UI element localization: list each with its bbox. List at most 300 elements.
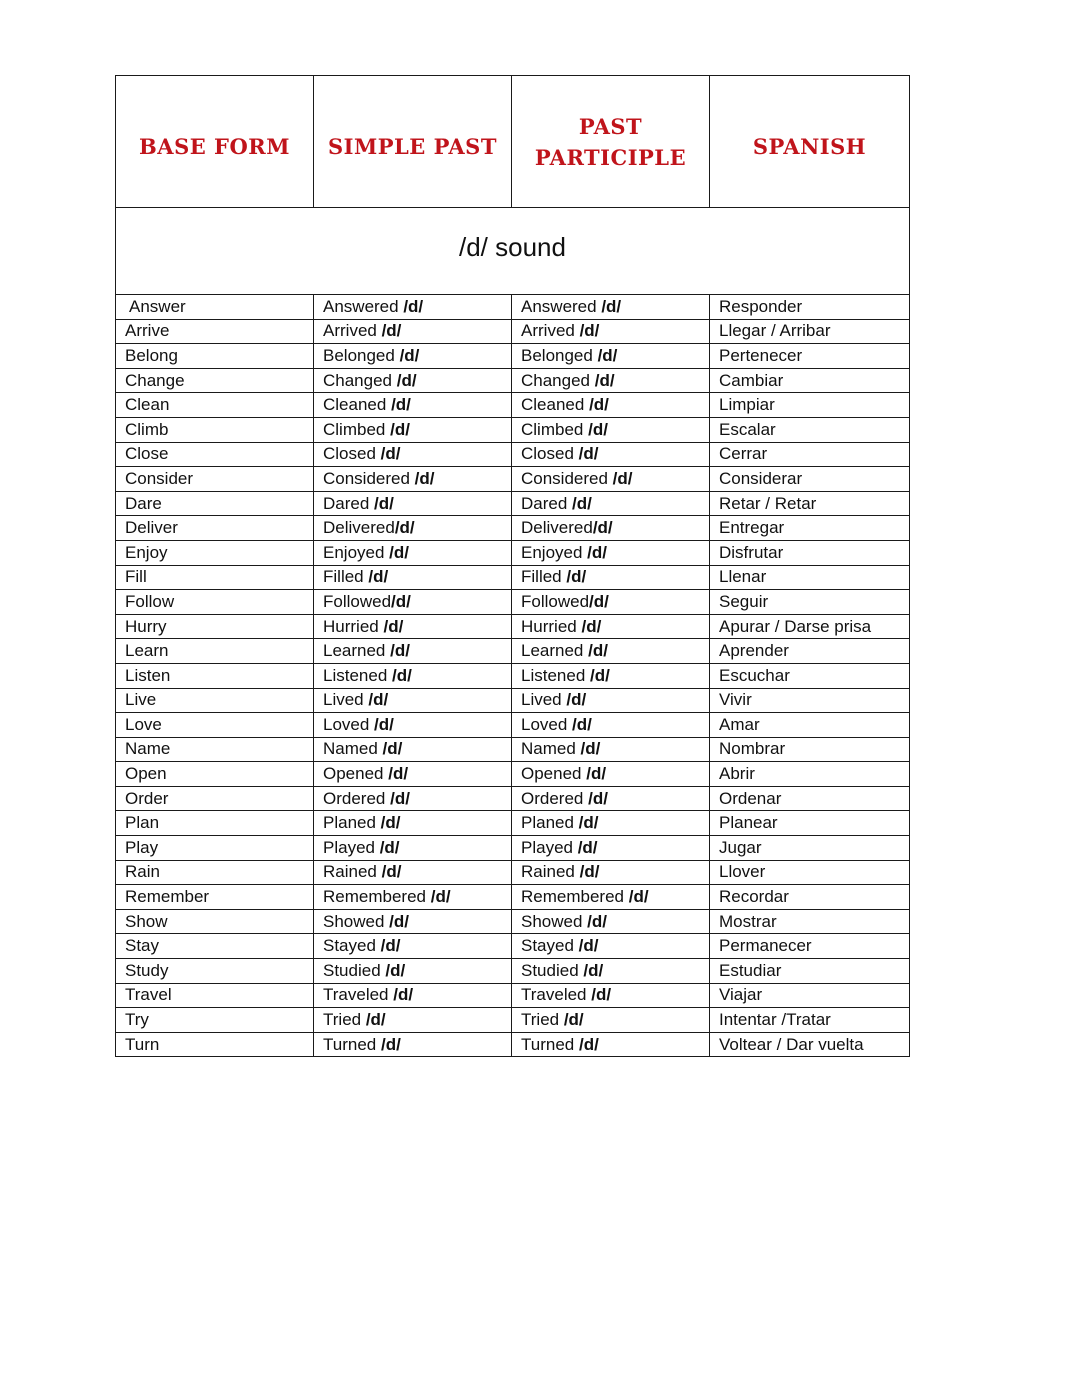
spanish-cell-text: Escuchar (719, 665, 790, 685)
past-participle-cell-text: Climbed (521, 419, 589, 439)
sound-marker: /d/ (391, 395, 411, 415)
sound-marker: /d/ (597, 345, 618, 365)
past-participle-cell (512, 393, 710, 418)
base-form-cell (116, 540, 314, 565)
simple-past-cell (314, 467, 512, 492)
past-participle-cell-text: Changed (521, 370, 595, 390)
sound-marker: /d/ (586, 764, 607, 784)
sound-marker: /d/ (382, 739, 403, 759)
table-row (116, 786, 910, 811)
sound-marker: /d/ (588, 641, 608, 661)
base-form-cell-text: Deliver (125, 518, 178, 538)
table-row (116, 688, 910, 713)
base-form-cell-text: Consider (125, 468, 194, 488)
spanish-cell (710, 786, 910, 811)
sound-marker: /d/ (383, 616, 404, 636)
sound-marker: /d/ (388, 764, 409, 784)
simple-past-cell (314, 885, 512, 910)
spanish-cell-text: Aprender (719, 641, 789, 661)
table-row (116, 983, 910, 1008)
simple-past-cell (314, 688, 512, 713)
past-participle-cell-text: Dared (521, 493, 573, 513)
past-participle-cell-text: Ordered (521, 788, 589, 808)
past-participle-cell-text: Listened (521, 665, 590, 685)
simple-past-cell-text: Planed (323, 813, 381, 833)
past-participle-cell (512, 540, 710, 565)
simple-past-cell-text: Considered (323, 468, 415, 488)
sound-marker: /d/ (601, 296, 622, 316)
base-form-cell (116, 959, 314, 984)
past-participle-cell (512, 786, 710, 811)
base-form-cell-text: Order (125, 788, 169, 808)
spanish-cell-text: Llegar / Arribar (719, 321, 831, 341)
spanish-cell (710, 639, 910, 664)
base-form-cell-text: Love (125, 714, 162, 734)
base-form-cell-text: Enjoy (125, 542, 168, 562)
past-participle-cell-text: Studied (521, 960, 584, 980)
past-participle-cell (512, 909, 710, 934)
spanish-cell (710, 663, 910, 688)
base-form-cell-text: Clean (125, 395, 170, 415)
spanish-cell (710, 614, 910, 639)
spanish-cell-text: Permanecer (719, 936, 812, 956)
simple-past-cell-text: Hurried (323, 616, 384, 636)
simple-past-cell-text: Remembered (323, 887, 431, 907)
sound-marker: /d/ (393, 985, 414, 1005)
table-row (116, 811, 910, 836)
simple-past-cell (314, 516, 512, 541)
spanish-cell (710, 836, 910, 861)
past-participle-cell-text: Hurried (521, 616, 582, 636)
past-participle-cell-text: Considered (521, 468, 613, 488)
simple-past-cell (314, 762, 512, 787)
sound-marker: /d/ (579, 321, 600, 341)
base-form-cell-text: Open (125, 764, 167, 784)
sound-marker: /d/ (578, 936, 599, 956)
past-participle-cell (512, 344, 710, 369)
base-form-cell (116, 737, 314, 762)
past-participle-cell (512, 688, 710, 713)
past-participle-cell (512, 663, 710, 688)
base-form-cell-text: Listen (125, 665, 171, 685)
table-row (116, 713, 910, 738)
sound-marker: /d/ (381, 321, 402, 341)
simple-past-cell-text: Changed (323, 370, 397, 390)
simple-past-cell (314, 540, 512, 565)
simple-past-cell-text: Belonged (323, 345, 400, 365)
past-participle-cell (512, 983, 710, 1008)
simple-past-cell-text: Played (323, 837, 380, 857)
header-row (116, 76, 910, 208)
spanish-cell-text: Jugar (719, 837, 762, 857)
base-form-cell (116, 713, 314, 738)
base-form-cell-text: Learn (125, 641, 169, 661)
sound-marker: /d/ (572, 493, 592, 513)
simple-past-cell-text: Dared (323, 493, 375, 513)
spanish-cell-text: Considerar (719, 468, 803, 488)
simple-past-cell (314, 1008, 512, 1033)
past-participle-cell (512, 860, 710, 885)
header-spanish: SPANISH (710, 76, 910, 208)
simple-past-cell-text: Arrived (323, 321, 382, 341)
spanish-cell-text: Entregar (719, 518, 785, 538)
simple-past-cell-text: Listened (323, 665, 392, 685)
simple-past-cell-text: Lived (323, 690, 369, 710)
spanish-cell (710, 885, 910, 910)
sound-marker: /d/ (587, 542, 608, 562)
table-row (116, 467, 910, 492)
past-participle-cell-text: Traveled (521, 985, 592, 1005)
base-form-cell-text: Name (125, 739, 171, 759)
table-row (116, 540, 910, 565)
simple-past-cell-text: Ordered (323, 788, 391, 808)
spanish-cell (710, 393, 910, 418)
table-row (116, 836, 910, 861)
base-form-cell (116, 811, 314, 836)
simple-past-cell (314, 1032, 512, 1057)
sound-marker: /d/ (594, 370, 615, 390)
simple-past-cell (314, 393, 512, 418)
simple-past-cell (314, 836, 512, 861)
base-form-cell (116, 860, 314, 885)
base-form-cell-text: Show (125, 911, 168, 931)
past-participle-cell (512, 639, 710, 664)
spanish-cell-text: Intentar /Tratar (719, 1010, 831, 1030)
section-title: /d/ sound (459, 231, 566, 262)
spanish-cell (710, 688, 910, 713)
base-form-cell (116, 614, 314, 639)
table-row (116, 885, 910, 910)
spanish-cell (710, 762, 910, 787)
header-past-participle-line2: PARTICIPLE (534, 144, 687, 170)
simple-past-cell (314, 344, 512, 369)
simple-past-cell (314, 639, 512, 664)
sound-marker: /d/ (399, 345, 420, 365)
table-row (116, 590, 910, 615)
simple-past-cell-text: Loved (323, 714, 375, 734)
spanish-cell-text: Pertenecer (719, 345, 803, 365)
simple-past-cell (314, 442, 512, 467)
simple-past-cell-text: Rained (323, 862, 382, 882)
table-row (116, 565, 910, 590)
spanish-cell (710, 344, 910, 369)
simple-past-cell-text: Enjoyed (323, 542, 390, 562)
base-form-cell (116, 762, 314, 787)
base-form-cell-text: Fill (125, 567, 147, 587)
simple-past-cell (314, 737, 512, 762)
sound-marker: /d/ (379, 837, 400, 857)
base-form-cell-text: Follow (125, 591, 175, 611)
sound-marker: /d/ (392, 665, 412, 685)
sound-marker: /d/ (589, 395, 609, 415)
simple-past-cell (314, 713, 512, 738)
sound-marker: /d/ (588, 788, 608, 808)
past-participle-cell (512, 713, 710, 738)
sound-marker: /d/ (380, 936, 401, 956)
base-form-cell-text: Arrive (125, 321, 170, 341)
base-form-cell (116, 417, 314, 442)
sound-marker: /d/ (414, 468, 435, 488)
sound-marker: /d/ (368, 567, 389, 587)
spanish-cell-text: Planear (719, 813, 778, 833)
simple-past-cell (314, 959, 512, 984)
spanish-cell (710, 295, 910, 320)
table-row (116, 737, 910, 762)
past-participle-cell-text: Showed (521, 911, 588, 931)
sound-marker: /d/ (628, 887, 649, 907)
base-form-cell (116, 368, 314, 393)
table-row (116, 1032, 910, 1057)
base-form-cell (116, 885, 314, 910)
table-row (116, 934, 910, 959)
sound-marker: /d/ (381, 862, 402, 882)
base-form-cell-text: Hurry (125, 616, 167, 636)
spanish-cell-text: Apurar / Darse prisa (719, 616, 872, 636)
sound-marker: /d/ (403, 296, 424, 316)
sound-marker: /d/ (580, 739, 601, 759)
simple-past-cell (314, 614, 512, 639)
base-form-cell (116, 344, 314, 369)
spanish-cell-text: Vivir (719, 690, 752, 710)
sound-marker: /d/ (587, 911, 608, 931)
spanish-cell (710, 491, 910, 516)
spanish-cell (710, 516, 910, 541)
spanish-cell (710, 319, 910, 344)
spanish-cell (710, 860, 910, 885)
table-row (116, 762, 910, 787)
table-row (116, 319, 910, 344)
base-form-cell (116, 983, 314, 1008)
sound-marker: /d/ (380, 444, 401, 464)
simple-past-cell-text: Turned (323, 1034, 381, 1054)
simple-past-cell-text: Showed (323, 911, 390, 931)
base-form-cell (116, 1032, 314, 1057)
base-form-cell (116, 590, 314, 615)
sound-marker: /d/ (390, 641, 410, 661)
spanish-cell (710, 811, 910, 836)
sound-marker: /d/ (578, 813, 599, 833)
sound-marker: /d/ (592, 518, 613, 538)
past-participle-cell-text: Rained (521, 862, 580, 882)
sound-marker: /d/ (563, 1010, 584, 1030)
sound-marker: /d/ (389, 542, 410, 562)
past-participle-cell (512, 368, 710, 393)
past-participle-cell-text: Learned (521, 641, 589, 661)
past-participle-cell (512, 417, 710, 442)
base-form-cell-text: Turn (125, 1034, 160, 1054)
past-participle-cell (512, 295, 710, 320)
spanish-cell (710, 1008, 910, 1033)
simple-past-cell-text: Traveled (323, 985, 394, 1005)
sound-marker: /d/ (396, 370, 417, 390)
base-form-cell (116, 565, 314, 590)
sound-marker: /d/ (578, 444, 599, 464)
table-row (116, 368, 910, 393)
sound-marker: /d/ (389, 911, 410, 931)
table-row (116, 516, 910, 541)
simple-past-cell-text: Delivered (323, 518, 395, 538)
base-form-cell-text: Climb (125, 419, 169, 439)
base-form-cell (116, 786, 314, 811)
spanish-cell-text: Llover (719, 862, 766, 882)
sound-marker: /d/ (380, 1034, 401, 1054)
base-form-cell (116, 467, 314, 492)
sound-marker: /d/ (581, 616, 602, 636)
simple-past-cell-text: Named (323, 739, 383, 759)
spanish-cell (710, 983, 910, 1008)
base-form-cell (116, 836, 314, 861)
simple-past-cell (314, 663, 512, 688)
base-form-cell-text: Change (125, 370, 185, 390)
base-form-cell-text: Travel (125, 985, 172, 1005)
sound-marker: /d/ (368, 690, 389, 710)
past-participle-cell (512, 491, 710, 516)
spanish-cell-text: Abrir (719, 764, 755, 784)
simple-past-cell-text: Stayed (323, 936, 381, 956)
past-participle-cell (512, 885, 710, 910)
past-participle-cell-text: Opened (521, 764, 587, 784)
simple-past-cell (314, 491, 512, 516)
base-form-cell-text: Rain (125, 862, 160, 882)
past-participle-cell (512, 737, 710, 762)
sound-marker: /d/ (394, 518, 415, 538)
header-simple-past: SIMPLE PAST (314, 76, 512, 208)
base-form-cell (116, 442, 314, 467)
simple-past-cell-text: Studied (323, 960, 386, 980)
simple-past-cell (314, 319, 512, 344)
simple-past-cell-text: Followed (323, 591, 392, 611)
header-base-form: BASE FORM (116, 76, 314, 208)
base-form-cell (116, 688, 314, 713)
sound-marker: /d/ (579, 862, 600, 882)
base-form-cell (116, 319, 314, 344)
spanish-cell (710, 959, 910, 984)
base-form-cell (116, 393, 314, 418)
header-past-participle (512, 76, 710, 208)
simple-past-cell (314, 786, 512, 811)
past-participle-cell (512, 1032, 710, 1057)
spanish-cell (710, 934, 910, 959)
spanish-cell-text: Nombrar (719, 739, 786, 759)
base-form-cell (116, 1008, 314, 1033)
past-participle-cell (512, 959, 710, 984)
past-participle-cell (512, 516, 710, 541)
table-row (116, 639, 910, 664)
past-participle-cell (512, 590, 710, 615)
simple-past-cell (314, 565, 512, 590)
past-participle-cell-text: Lived (521, 690, 567, 710)
table-row (116, 959, 910, 984)
verb-table (115, 75, 910, 1057)
spanish-cell (710, 442, 910, 467)
base-form-cell-text: Dare (125, 493, 162, 513)
simple-past-cell-text: Learned (323, 641, 391, 661)
base-form-cell (116, 516, 314, 541)
table-row (116, 909, 910, 934)
past-participle-cell-text: Arrived (521, 321, 580, 341)
simple-past-cell (314, 417, 512, 442)
sound-marker: /d/ (374, 714, 394, 734)
spanish-cell-text: Retar / Retar (719, 493, 817, 513)
simple-past-cell (314, 983, 512, 1008)
spanish-cell-text: Escalar (719, 419, 776, 439)
sound-marker: /d/ (588, 419, 608, 439)
past-participle-cell-text: Answered (521, 296, 602, 316)
sound-marker: /d/ (566, 690, 587, 710)
past-participle-cell-text: Cleaned (521, 395, 590, 415)
spanish-cell-text: Mostrar (719, 911, 777, 931)
spanish-cell (710, 1032, 910, 1057)
past-participle-cell (512, 565, 710, 590)
base-form-cell (116, 491, 314, 516)
sound-marker: /d/ (390, 788, 410, 808)
simple-past-cell-text: Opened (323, 764, 389, 784)
simple-past-cell (314, 295, 512, 320)
spanish-cell (710, 368, 910, 393)
past-participle-cell-text: Enjoyed (521, 542, 588, 562)
past-participle-cell-text: Delivered (521, 518, 593, 538)
past-participle-cell (512, 762, 710, 787)
past-participle-cell (512, 934, 710, 959)
spanish-cell (710, 417, 910, 442)
sound-marker: /d/ (591, 985, 612, 1005)
sound-marker: /d/ (374, 493, 394, 513)
past-participle-cell-text: Closed (521, 444, 579, 464)
spanish-cell (710, 909, 910, 934)
table-row (116, 1008, 910, 1033)
base-form-cell (116, 663, 314, 688)
base-form-cell-text: Belong (125, 345, 178, 365)
past-participle-cell (512, 1008, 710, 1033)
sound-marker: /d/ (572, 714, 592, 734)
base-form-cell-text: Remember (125, 887, 210, 907)
sound-marker: /d/ (589, 591, 609, 611)
past-participle-cell (512, 836, 710, 861)
base-form-cell-text: Study (125, 960, 169, 980)
past-participle-cell-text: Loved (521, 714, 573, 734)
spanish-cell-text: Recordar (719, 887, 789, 907)
spanish-cell (710, 565, 910, 590)
spanish-cell (710, 713, 910, 738)
past-participle-cell-text: Turned (521, 1034, 579, 1054)
base-form-cell (116, 909, 314, 934)
spanish-cell-text: Amar (719, 714, 760, 734)
past-participle-cell-text: Played (521, 837, 578, 857)
table-row (116, 860, 910, 885)
simple-past-cell-text: Tried (323, 1010, 366, 1030)
past-participle-cell-text: Remembered (521, 887, 629, 907)
simple-past-cell (314, 860, 512, 885)
spanish-cell-text: Voltear / Dar vuelta (719, 1034, 864, 1054)
base-form-cell (116, 639, 314, 664)
past-participle-cell-text: Followed (521, 591, 590, 611)
past-participle-cell (512, 319, 710, 344)
simple-past-cell-text: Closed (323, 444, 381, 464)
base-form-cell-text: Plan (125, 813, 160, 833)
header-past-participle-line1: PAST (578, 113, 643, 139)
base-form-cell-text: Answer (129, 296, 186, 316)
simple-past-cell (314, 909, 512, 934)
sound-marker: /d/ (365, 1010, 386, 1030)
table-row (116, 393, 910, 418)
spanish-cell-text: Cambiar (719, 370, 784, 390)
past-participle-cell-text: Tried (521, 1010, 564, 1030)
spanish-cell-text: Ordenar (719, 788, 782, 808)
spanish-cell-text: Limpiar (719, 395, 775, 415)
spanish-cell-text: Responder (719, 296, 803, 316)
sound-marker: /d/ (566, 567, 587, 587)
spanish-cell-text: Llenar (719, 567, 767, 587)
